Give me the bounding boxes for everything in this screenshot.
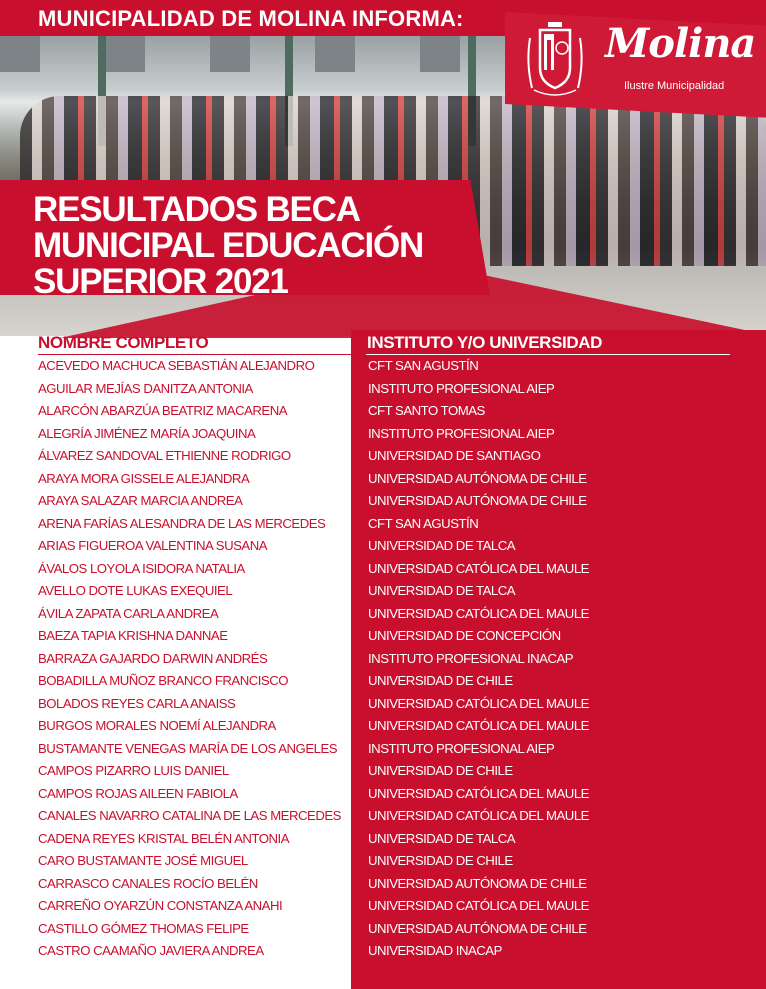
student-name: ÁLVAREZ SANDOVAL ETHIENNE RODRIGO xyxy=(38,448,291,463)
student-name: CAMPOS ROJAS AILEEN FABIOLA xyxy=(38,785,238,801)
student-name: ALARCÓN ABARZÚA BEATRIZ MACARENA xyxy=(38,403,288,418)
table-row xyxy=(0,581,766,604)
student-name: BOBADILLA MUÑOZ BRANCO FRANCISCO xyxy=(38,673,288,688)
table-row xyxy=(0,356,766,379)
roof-beam xyxy=(210,36,250,72)
roof-beam xyxy=(0,36,40,72)
table-row xyxy=(0,536,766,559)
student-name: CARRASCO CANALES ROCÍO BELÉN xyxy=(38,875,258,891)
column-header-institution: INSTITUTO Y/O UNIVERSIDAD xyxy=(367,333,602,352)
institution-name: UNIVERSIDAD DE CHILE xyxy=(368,853,513,868)
student-name: BUSTAMANTE VENEGAS MARÍA DE LOS ANGELES xyxy=(38,740,338,756)
institution-name: CFT SANTO TOMAS xyxy=(368,403,485,418)
title-line-2: MUNICIPAL EDUCACIÓN xyxy=(33,226,424,265)
institution-name: UNIVERSIDAD DE TALCA xyxy=(368,538,516,553)
table-row xyxy=(0,446,766,469)
institution-name: UNIVERSIDAD CATÓLICA DEL MAULE xyxy=(368,695,589,711)
title-line-1: RESULTADOS BECA xyxy=(33,190,360,229)
column-header-name: NOMBRE COMPLETO xyxy=(38,333,209,352)
page-title xyxy=(33,192,423,300)
title-line-3: SUPERIOR 2021 xyxy=(33,262,288,301)
institution-name: UNIVERSIDAD DE CHILE xyxy=(368,673,513,688)
student-name: CASTRO CAAMAÑO JAVIERA ANDREA xyxy=(38,943,264,958)
roof-beam xyxy=(315,36,355,72)
institution-name: INSTITUTO PROFESIONAL INACAP xyxy=(368,650,574,666)
student-name: ALEGRÍA JIMÉNEZ MARÍA JOAQUINA xyxy=(38,425,256,441)
institution-name: UNIVERSIDAD CATÓLICA DEL MAULE xyxy=(368,605,589,621)
table-row xyxy=(0,491,766,514)
student-name: ARAYA SALAZAR MARCIA ANDREA xyxy=(38,493,243,508)
banner-title: MUNICIPALIDAD DE MOLINA INFORMA: xyxy=(38,6,464,31)
roof-beam xyxy=(420,36,460,72)
table-row xyxy=(0,716,766,739)
table-row xyxy=(0,919,766,942)
logo-wordmark: Molina xyxy=(605,20,756,67)
table-row xyxy=(0,626,766,649)
student-name: CARREÑO OYARZÚN CONSTANZA ANAHI xyxy=(38,898,283,913)
institution-name: UNIVERSIDAD AUTÓNOMA DE CHILE xyxy=(368,493,587,508)
institution-name: UNIVERSIDAD CATÓLICA DEL MAULE xyxy=(368,718,589,733)
institution-name: CFT SAN AGUSTÍN xyxy=(368,358,479,373)
student-name: CASTILLO GÓMEZ THOMAS FELIPE xyxy=(38,920,249,936)
institution-name: UNIVERSIDAD CATÓLICA DEL MAULE xyxy=(368,898,589,913)
institution-name: UNIVERSIDAD AUTÓNOMA DE CHILE xyxy=(368,470,587,486)
institution-name: CFT SAN AGUSTÍN xyxy=(368,515,479,531)
institution-name: UNIVERSIDAD DE TALCA xyxy=(368,830,516,846)
table-row xyxy=(0,671,766,694)
institution-name: UNIVERSIDAD CATÓLICA DEL MAULE xyxy=(368,785,589,801)
table-row xyxy=(0,649,766,672)
student-name: BARRAZA GAJARDO DARWIN ANDRÉS xyxy=(38,650,268,666)
table-row xyxy=(0,401,766,424)
institution-name: INSTITUTO PROFESIONAL AIEP xyxy=(368,380,555,396)
table-row xyxy=(0,761,766,784)
student-name: BURGOS MORALES NOEMÍ ALEJANDRA xyxy=(38,718,276,733)
table-row xyxy=(0,604,766,627)
student-name: ACEVEDO MACHUCA SEBASTIÁN ALEJANDRO xyxy=(38,358,315,373)
table-row xyxy=(0,896,766,919)
table-row xyxy=(0,424,766,447)
header-divider xyxy=(366,354,730,355)
institution-name: UNIVERSIDAD AUTÓNOMA DE CHILE xyxy=(368,875,587,891)
institution-name: UNIVERSIDAD DE CHILE xyxy=(368,763,513,778)
roof-beam xyxy=(105,36,145,72)
student-name: ARENA FARÍAS ALESANDRA DE LAS MERCEDES xyxy=(38,515,326,531)
student-name: ÁVILA ZAPATA CARLA ANDREA xyxy=(38,605,219,621)
student-name: ARAYA MORA GISSELE ALEJANDRA xyxy=(38,470,250,486)
institution-name: INSTITUTO PROFESIONAL AIEP xyxy=(368,425,555,441)
student-name: AGUILAR MEJÍAS DANITZA ANTONIA xyxy=(38,380,253,396)
logo-subtitle: Ilustre Municipalidad xyxy=(624,80,725,92)
institution-name: UNIVERSIDAD AUTÓNOMA DE CHILE xyxy=(368,920,587,936)
institution-name: UNIVERSIDAD DE SANTIAGO xyxy=(368,448,541,463)
table-row xyxy=(0,514,766,537)
student-name: AVELLO DOTE LUKAS EXEQUIEL xyxy=(38,583,233,598)
table-row xyxy=(0,694,766,717)
table-row xyxy=(0,874,766,897)
table-row xyxy=(0,469,766,492)
institution-name: INSTITUTO PROFESIONAL AIEP xyxy=(368,740,555,756)
student-name: BAEZA TAPIA KRISHNA DANNAE xyxy=(38,628,228,643)
header-divider xyxy=(38,354,351,355)
table-row xyxy=(0,739,766,762)
student-name: ARIAS FIGUEROA VALENTINA SUSANA xyxy=(38,538,268,553)
institution-name: UNIVERSIDAD CATÓLICA DEL MAULE xyxy=(368,560,589,576)
municipal-crest-icon xyxy=(520,18,590,98)
table-row xyxy=(0,829,766,852)
student-name: CAMPOS PIZARRO LUIS DANIEL xyxy=(38,763,229,778)
table-row xyxy=(0,784,766,807)
institution-name: UNIVERSIDAD INACAP xyxy=(368,943,502,958)
institution-name: UNIVERSIDAD DE TALCA xyxy=(368,583,516,598)
student-name: CANALES NAVARRO CATALINA DE LAS MERCEDES xyxy=(38,808,341,823)
table-row xyxy=(0,941,766,964)
table-row xyxy=(0,806,766,829)
student-name: CADENA REYES KRISTAL BELÉN ANTONIA xyxy=(38,830,289,846)
institution-name: UNIVERSIDAD CATÓLICA DEL MAULE xyxy=(368,808,589,823)
table-row xyxy=(0,559,766,582)
results-table xyxy=(0,356,766,964)
table-row xyxy=(0,851,766,874)
student-name: CARO BUSTAMANTE JOSÉ MIGUEL xyxy=(38,853,248,868)
table-row xyxy=(0,379,766,402)
student-name: ÁVALOS LOYOLA ISIDORA NATALIA xyxy=(38,560,245,576)
student-name: BOLADOS REYES CARLA ANAISS xyxy=(38,695,236,711)
institution-name: UNIVERSIDAD DE CONCEPCIÓN xyxy=(368,628,561,643)
